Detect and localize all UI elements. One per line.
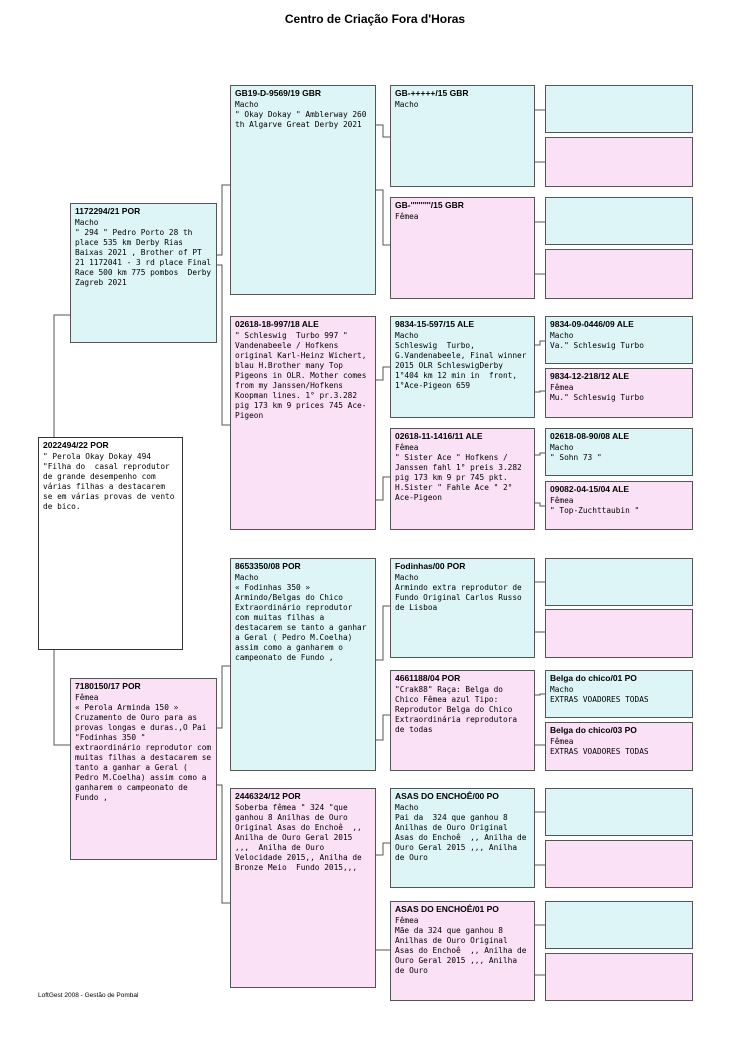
pigeon-info: « Fodinhas 350 » Armindo/Belgas do Chico Extraordinário reprodutor com muitas filhas a destacarem se tanto a ganhar a Geral ( Pedro M.Coelha) assim como a ganharem o campeonato de Fundo , — [235, 583, 372, 662]
pigeon-info: « Perola Arminda 150 » Cruzamento de Ouro para as provas longas e duras.,O Pai "Fodinhas 350 " extraordinário reprodutor com muitas filhas a destacarem se tanto a ganhar a Geral ( Pedro M.Coelha) assim como a ganharem o campeonato de Fundo , — [75, 703, 216, 802]
dd-sire-card[interactable] — [390, 788, 535, 888]
sire-dam-card[interactable] — [230, 316, 376, 530]
ring-number: Fodinhas/00 POR — [395, 561, 466, 571]
gen5-empty-card[interactable] — [545, 85, 693, 133]
subject-pigeon-card[interactable] — [38, 437, 183, 650]
dam-card[interactable] — [70, 678, 217, 860]
ring-number: 9834-12-218/12 ALE — [550, 371, 630, 381]
sd-sire-card[interactable] — [390, 316, 535, 418]
sex-label: Macho — [550, 685, 574, 694]
dam-dam-card[interactable] — [230, 788, 376, 988]
pigeon-info: " Perola Okay Dokay 494 "Filha do casal reprodutor de grande desempenho com várias filhas a destacarem se em várias provas de vento de bico. — [43, 452, 180, 511]
gen5-empty-card[interactable] — [545, 558, 693, 606]
ring-number: 7180150/17 POR — [75, 681, 141, 691]
gen5-empty-card[interactable] — [545, 609, 693, 658]
dam-sire-card[interactable] — [230, 558, 376, 771]
ring-number: 4661188/04 POR — [395, 673, 461, 683]
sex-label: Macho — [395, 803, 419, 812]
ring-number: 8653350/08 POR — [235, 561, 301, 571]
ring-number: 02618-08-90/08 ALE — [550, 431, 630, 441]
ring-number: 02618-11-1416/11 ALE — [395, 431, 483, 441]
gen5-empty-card[interactable] — [545, 249, 693, 299]
gen5-empty-card[interactable] — [545, 840, 693, 888]
pigeon-info: Armindo extra reprodutor de Fundo Original Carlos Russo de Lisboa — [395, 583, 527, 612]
pigeon-info: Soberba fêmea " 324 "que ganhou 8 Anilhas de Ouro Original Asas do Enchoê ,, Anilha de Ouro Geral 2015 ,,, Anilha de Ouro Velocidade 2015,, Anilha de Bronze Meio Fundo 2015,,, — [235, 803, 367, 872]
pigeon-info: " Top-Zuchttaubin " — [550, 506, 640, 515]
pigeon-info: Pai da 324 que ganhou 8 Anilhas de Ouro Original Asas do Enchoê ,, Anilha de Ouro Geral 2015 ,,, Anilha de Ouro — [395, 813, 532, 862]
pigeon-info: " Schleswig Turbo 997 " Vandenabeele / Hofkens original Karl-Heinz Wichert, blau H.Brother many Top Pigeons in OLR. Mother comes from my Janssen/Hofkens Koopman lines. 1° pr.3.282 pig 173 km 9 prices 745 Ace-Pigeon — [235, 331, 372, 420]
ring-number: 2446324/12 POR — [235, 791, 301, 801]
dsdd-card[interactable] — [545, 722, 693, 771]
sex-label: Fêmea — [395, 916, 419, 925]
sex-label: Fêmea — [75, 693, 99, 702]
ring-number: Belga do chico/03 PO — [550, 725, 637, 735]
pigeon-info: Schleswig Turbo, G.Vandenabeele, Final winner 2015 OLR SchleswigDerby 1°404 km 12 min in front, 1°Ace-Pigeon 659 — [395, 341, 532, 390]
sex-label: Macho — [395, 573, 419, 582]
gen5-empty-card[interactable] — [545, 788, 693, 836]
ss-sire-card[interactable] — [390, 85, 535, 187]
ring-number: 9834-09-0446/09 ALE — [550, 319, 634, 329]
ring-number: ASAS DO ENCHOÊ/01 PO — [395, 904, 499, 914]
ring-number: 2022494/22 POR — [43, 440, 109, 450]
gen5-empty-card[interactable] — [545, 953, 693, 1001]
dsds-card[interactable] — [545, 670, 693, 718]
ring-number: GB-+++++/15 GBR — [395, 88, 469, 98]
sex-label: Fêmea — [550, 383, 574, 392]
sex-label: Macho — [550, 331, 574, 340]
ring-number: 09082-04-15/04 ALE — [550, 484, 630, 494]
pigeon-info: Mãe da 324 que ganhou 8 Anilhas de Ouro Original Asas do Enchoê ,, Anilha de Ouro Geral 2015 ,,, Anilha de Ouro — [395, 926, 532, 975]
sex-label: Macho — [235, 100, 259, 109]
sex-label: Fêmea — [550, 737, 574, 746]
pedigree-title: Centro de Criação Fora d'Horas — [284, 12, 466, 26]
pigeon-info: " Okay Dokay " Amblerway 260 th Algarve Great Derby 2021 — [235, 110, 372, 129]
ds-dam-card[interactable] — [390, 670, 535, 771]
gen5-empty-card[interactable] — [545, 137, 693, 187]
ring-number: 1172294/21 POR — [75, 206, 141, 216]
sex-label: Macho — [395, 331, 419, 340]
ring-number: Belga do chico/01 PO — [550, 673, 637, 683]
ss-dam-card[interactable] — [390, 197, 535, 299]
pigeon-info: EXTRAS VOADORES TODAS — [550, 747, 649, 756]
pigeon-info: Va." Schleswig Turbo — [550, 341, 644, 350]
sd-dam-card[interactable] — [390, 428, 535, 530]
gen5-empty-card[interactable] — [545, 901, 693, 949]
ring-number: GB19-D-9569/19 GBR — [235, 88, 321, 98]
sex-label: Fêmea — [395, 212, 419, 221]
sex-label: Fêmea — [550, 496, 574, 505]
ring-number: GB-''''''''''/15 GBR — [395, 200, 464, 210]
pigeon-info: " Sohn 73 " — [550, 453, 602, 462]
gen5-empty-card[interactable] — [545, 197, 693, 245]
pigeon-info: " 294 " Pedro Porto 28 th place 535 km Derby Rias Baixas 2021 , Brother of PT 21 1172041 - 3 rd place Final Race 500 km 775 pombos Derby Zagreb 2021 — [75, 228, 216, 287]
ring-number: 9834-15-597/15 ALE — [395, 319, 475, 329]
pigeon-info: Mu." Schleswig Turbo — [550, 393, 644, 402]
sex-label: Macho — [235, 573, 259, 582]
sex-label: Fêmea — [395, 443, 419, 452]
pigeon-info: "Crak88" Raça: Belga do Chico Fêmea azul Tipo: Reprodutor Belga do Chico Extraordinária reprodutora de todas — [395, 685, 522, 734]
sdsd-card[interactable] — [545, 368, 693, 418]
sire-sire-card[interactable] — [230, 85, 376, 295]
sex-label: Macho — [550, 443, 574, 452]
ring-number: 02618-18-997/18 ALE — [235, 319, 319, 329]
footer-credit: LoftGest 2008 - Gestão de Pombal — [38, 992, 139, 999]
sex-label: Macho — [75, 218, 99, 227]
ds-sire-card[interactable] — [390, 558, 535, 658]
pigeon-info: EXTRAS VOADORES TODAS — [550, 695, 649, 704]
sire-card[interactable] — [70, 203, 217, 343]
sex-label: Macho — [395, 100, 419, 109]
sdss-card[interactable] — [545, 316, 693, 364]
sddd-card[interactable] — [545, 481, 693, 530]
ring-number: ASAS DO ENCHOÊ/00 PO — [395, 791, 499, 801]
dd-dam-card[interactable] — [390, 901, 535, 1001]
pigeon-info: " Sister Ace " Hofkens / Janssen fahl 1° preis 3.282 pig 173 km 9 pr 745 pkt. H.Sister " Fahle Ace " 2° Ace-Pigeon — [395, 453, 527, 502]
sdds-card[interactable] — [545, 428, 693, 476]
